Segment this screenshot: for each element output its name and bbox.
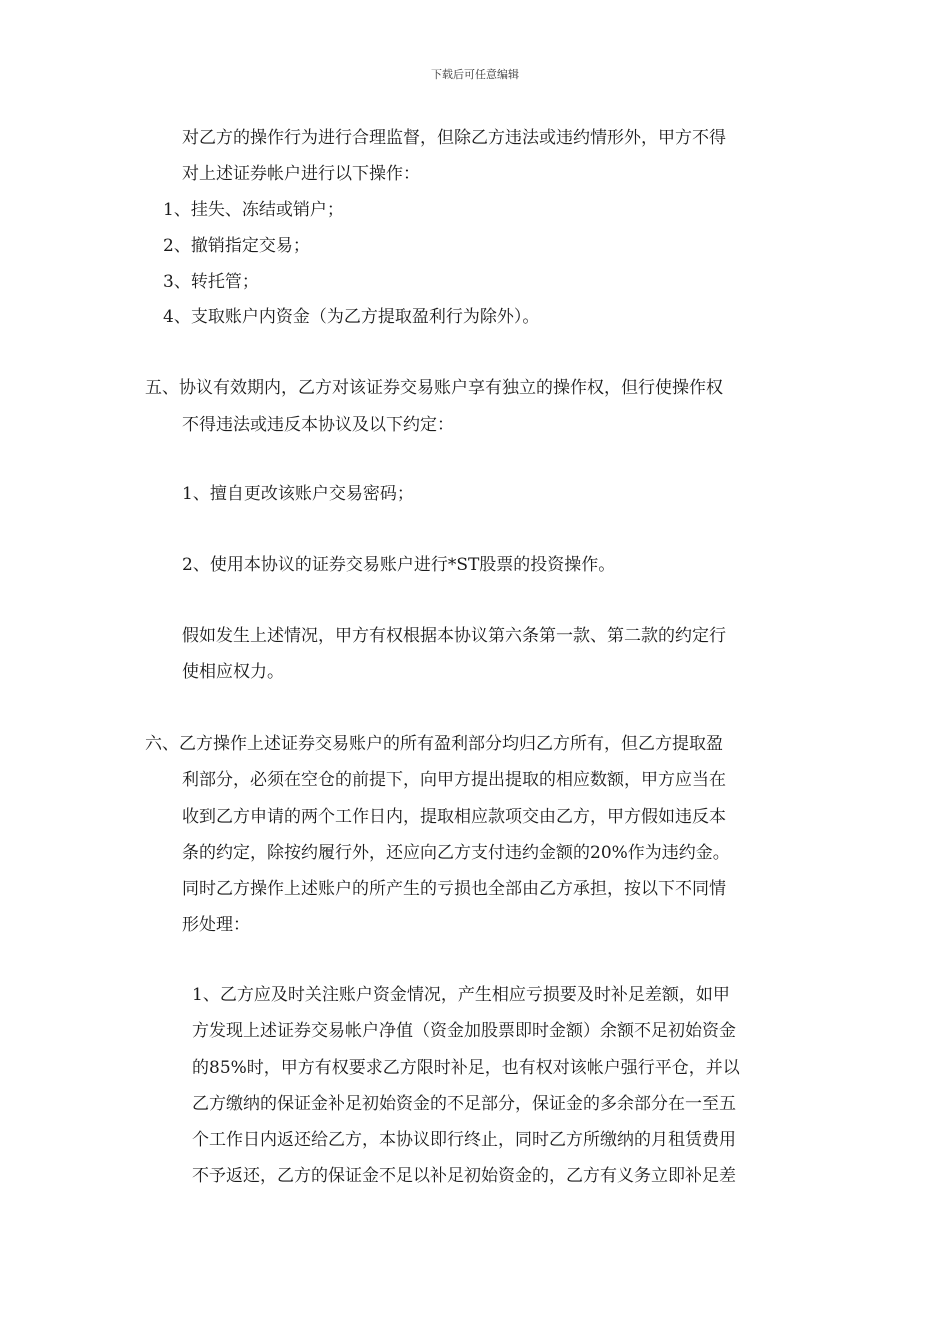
list-item: 4、支取账户内资金（为乙方提取盈利行为除外）。 [163,307,540,327]
list-item: 3、转托管； [163,272,259,292]
text-line: 使相应权力。 [182,662,284,682]
list-item: 1、挂失、冻结或销户； [163,200,344,220]
list-item: 2、撤销指定交易； [163,236,310,256]
text-line: 对乙方的操作行为进行合理监督，但除乙方违法或违约情形外，甲方不得 [182,128,726,148]
text-line: 假如发生上述情况，甲方有权根据本协议第六条第一款、第二款的约定行 [182,626,726,646]
text-line: 对上述证券帐户进行以下操作： [182,164,420,184]
list-item: 2、使用本协议的证券交易账户进行*ST股票的投资操作。 [182,555,616,575]
clause-heading: 六、乙方操作上述证券交易账户的所有盈利部分均归乙方所有，但乙方提取盈 [145,734,723,754]
text-line: 个工作日内返还给乙方，本协议即行终止，同时乙方所缴纳的月租赁费用 [192,1130,736,1150]
text-line: 收到乙方申请的两个工作日内，提取相应款项交由乙方，甲方假如违反本 [182,807,726,827]
text-line: 不予返还，乙方的保证金不足以补足初始资金的，乙方有义务立即补足差 [192,1166,736,1186]
text-line: 方发现上述证券交易帐户净值（资金加股票即时金额）余额不足初始资金 [192,1021,736,1041]
list-item: 1、擅自更改该账户交易密码； [182,484,414,504]
clause-heading: 五、协议有效期内，乙方对该证券交易账户享有独立的操作权，但行使操作权 [145,378,723,398]
text-line: 条的约定，除按约履行外，还应向乙方支付违约金额的20%作为违约金。 [182,843,730,863]
page-header: 下载后可任意编辑 [431,68,519,81]
text-line: 乙方缴纳的保证金补足初始资金的不足部分，保证金的多余部分在一至五 [192,1094,736,1114]
text-line: 的85%时，甲方有权要求乙方限时补足，也有权对该帐户强行平仓，并以 [192,1058,740,1078]
text-line: 不得违法或违反本协议及以下约定： [182,415,454,435]
text-line: 形处理： [182,915,250,935]
list-item: 1、乙方应及时关注账户资金情况，产生相应亏损要及时补足差额，如甲 [192,985,730,1005]
text-line: 利部分，必须在空仓的前提下，向甲方提出提取的相应数额，甲方应当在 [182,770,726,790]
text-line: 同时乙方操作上述账户的所产生的亏损也全部由乙方承担，按以下不同情 [182,879,726,899]
